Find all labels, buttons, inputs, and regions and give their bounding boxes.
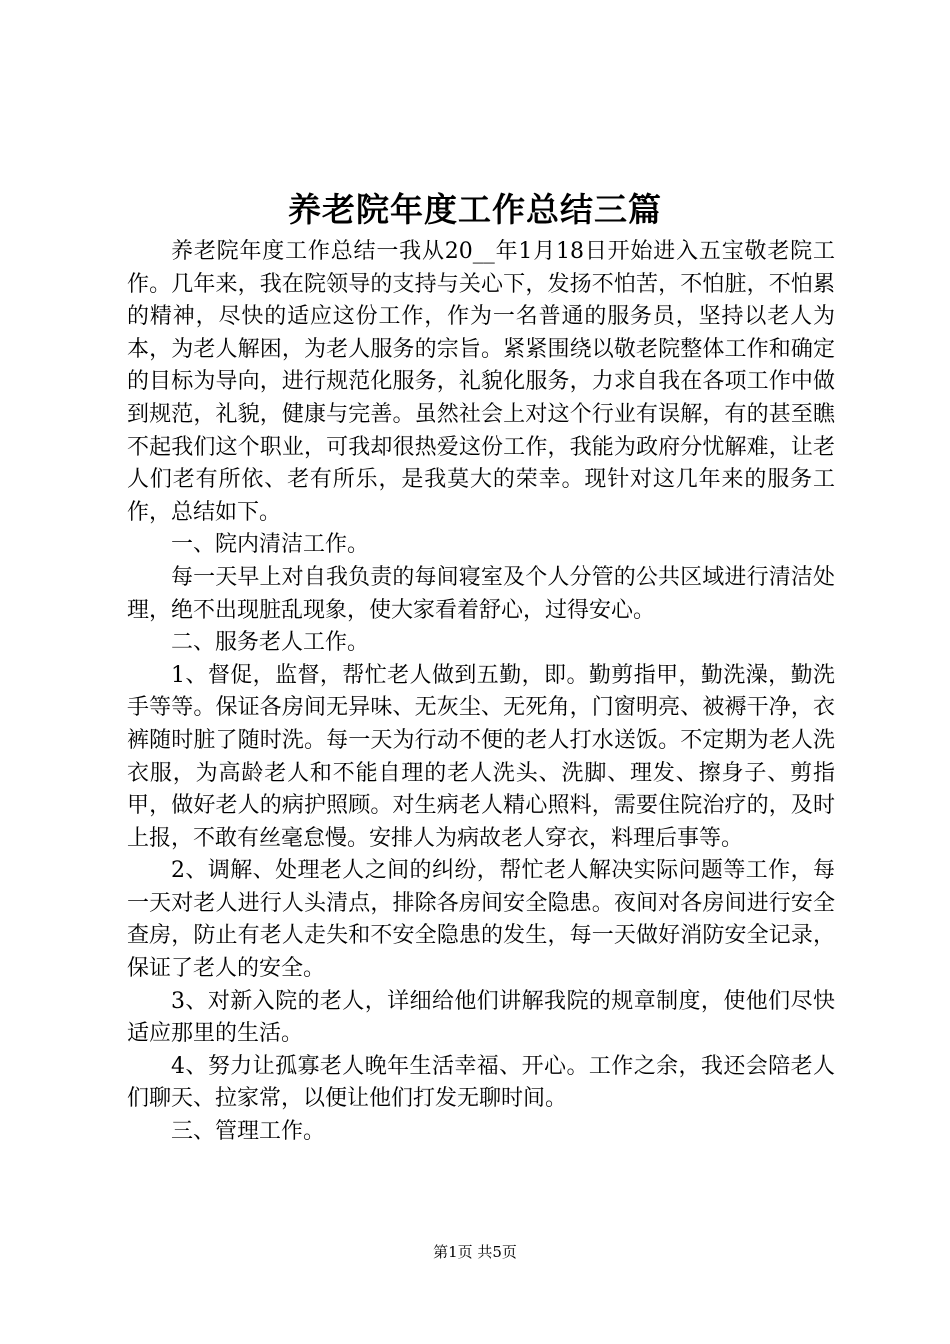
paragraph-cleaning: 每一天早上对自我负责的每间寝室及个人分管的公共区域进行清洁处理，绝不出现脏乱现象，使大家看着舒心，过得安心。 — [127, 564, 835, 623]
paragraph-service-1: 1、督促，监督，帮忙老人做到五勤，即。勤剪指甲，勤洗澡，勤洗手等等。保证各房间无异味、无灰尘、无死角，门窗明亮、被褥干净，衣裤随时脏了随时洗。每一天为行动不便的老人打水送饭。不定期为老人洗衣服，为高龄老人和不能自理的老人洗头、洗脚、理发、擦身子、剪指甲，做好老人的病护照顾。对生病老人精心照料，需要住院治疗的，及时上报，不敢有丝毫怠慢。安排人为病故老人穿衣，料理后事等。 — [127, 662, 835, 851]
paragraph-service-4: 4、努力让孤寡老人晚年生活幸福、开心。工作之余，我还会陪老人们聊天、拉家常，以便让他们打发无聊时间。 — [127, 1053, 835, 1112]
section-heading-management: 三、管理工作。 — [171, 1119, 326, 1145]
document-body — [127, 236, 835, 1149]
section-heading-cleaning: 一、院内清洁工作。 — [171, 532, 370, 558]
paragraph-service-2: 2、调解、处理老人之间的纠纷，帮忙老人解决实际问题等工作，每一天对老人进行人头清点，排除各房间安全隐患。夜间对各房间进行安全查房，防止有老人走失和不安全隐患的发生，每一天做好消防安全记录，保证了老人的安全。 — [127, 858, 835, 982]
paragraph-intro: 养老院年度工作总结一我从20__年1月18日开始进入五宝敬老院工作。几年来，我在院领导的支持与关心下，发扬不怕苦，不怕脏，不怕累的精神，尽快的适应这份工作，作为一名普通的服务员，坚持以老人为本，为老人解困，为老人服务的宗旨。紧紧围绕以敬老院整体工作和确定的目标为导向，进行规范化服务，礼貌化服务，力求自我在各项工作中做到规范，礼貌，健康与完善。虽然社会上对这个行业有误解，有的甚至瞧不起我们这个职业，可我却很热爱这份工作，我能为政府分忧解难，让老人们老有所依、老有所乐，是我莫大的荣幸。现针对这几年来的服务工作，总结如下。 — [127, 239, 835, 525]
document-title: 养老院年度工作总结三篇 — [288, 190, 662, 229]
page-footer: 第1页 共5页 — [433, 1243, 517, 1261]
paragraph-service-3: 3、对新入院的老人，详细给他们讲解我院的规章制度，使他们尽快适应那里的生活。 — [127, 988, 835, 1047]
section-heading-service: 二、服务老人工作。 — [171, 630, 370, 656]
